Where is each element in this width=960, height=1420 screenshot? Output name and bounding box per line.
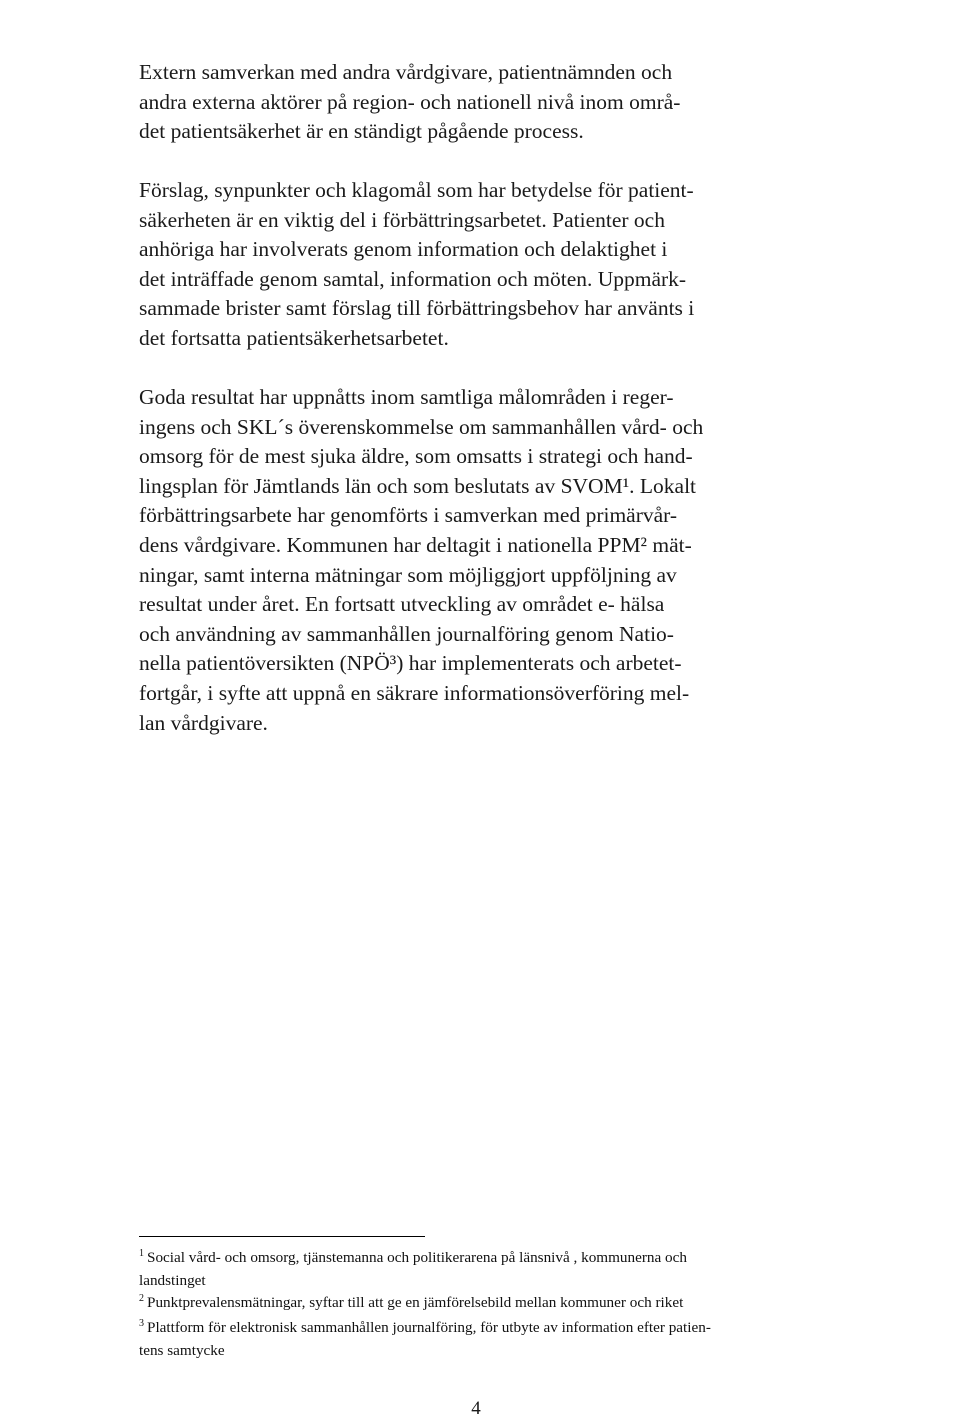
paragraph-complaints xyxy=(139,176,839,354)
paragraph-line: och användning av sammanhållen journalföring genom Natio- xyxy=(139,621,674,646)
paragraph-line: Extern samverkan med andra vårdgivare, patientnämnden och xyxy=(139,60,673,84)
paragraph-line: anhöriga har involverats genom information och delaktighet i xyxy=(139,237,668,262)
paragraph-line: fortgår, i syfte att uppnå en säkrare informationsöverföring mel- xyxy=(139,680,690,705)
footnote-number: 2 xyxy=(139,1292,144,1304)
paragraph-line: dens vårdgivare. Kommunen har deltagit i nationella PPM² mät- xyxy=(139,532,692,557)
paragraph-line: nella patientöversikten (NPÖ³) har implementerats och arbetet- xyxy=(139,651,682,676)
paragraph-line: säkerheten är en viktig del i förbättringsarbetet. Patienter och xyxy=(139,207,665,232)
paragraph-line: andra externa aktörer på region- och nationell nivå inom områ- xyxy=(139,89,681,114)
footnote-line xyxy=(139,1292,839,1315)
paragraph-line: sammade brister samt förslag till förbättringsbehov har använts i xyxy=(139,296,695,321)
paragraph-line: lingsplan för Jämtlands län och som beslutats av SVOM¹. Lokalt xyxy=(139,473,697,498)
paragraph-line: lan vårdgivare. xyxy=(139,710,268,735)
footnote-text: Plattform för elektronisk sammanhållen journalföring, för utbyte av information efter patien- xyxy=(147,1318,711,1336)
paragraph-line: Goda resultat har uppnåtts inom samtliga målområden i reger- xyxy=(139,385,674,409)
paragraph-line: ningar, samt interna mätningar som möjliggjort uppföljning av xyxy=(139,562,677,587)
footnote-text: Punktprevalensmätningar, syftar till att ge en jämförelsebild mellan kommuner och riket xyxy=(147,1293,684,1311)
footnote-line: tens samtycke xyxy=(139,1342,225,1360)
footnotes xyxy=(139,1247,839,1361)
footnote-line xyxy=(139,1247,839,1270)
footnote-separator xyxy=(139,1236,425,1237)
page-number-text: 4 xyxy=(471,1398,481,1419)
paragraph-line: ingens och SKL´s överenskommelse om sammanhållen vård- och xyxy=(139,414,704,439)
footnote-number: 3 xyxy=(139,1317,144,1329)
paragraph-line: omsorg för de mest sjuka äldre, som omsatts i strategi och hand- xyxy=(139,444,693,469)
footnote-1 xyxy=(139,1247,839,1292)
paragraph-line: Förslag, synpunkter och klagomål som har betydelse för patient- xyxy=(139,178,694,202)
paragraph-line: det patientsäkerhet är en ständigt pågående process. xyxy=(139,119,584,144)
paragraph-line: förbättringsarbete har genomförts i samverkan med primärvår- xyxy=(139,503,678,528)
paragraph-external-collaboration xyxy=(139,58,839,147)
paragraph-line: det inträffade genom samtal, information och möten. Uppmärk- xyxy=(139,266,687,291)
footnote-line xyxy=(139,1317,839,1340)
footnote-2 xyxy=(139,1292,839,1315)
page-number xyxy=(0,1398,960,1420)
paragraph-results xyxy=(139,383,839,738)
paragraph-line: det fortsatta patientsäkerhetsarbetet. xyxy=(139,325,449,350)
footnote-3 xyxy=(139,1317,839,1362)
footnote-text: Social vård- och omsorg, tjänstemanna och politikerarena på länsnivå , kommunerna och xyxy=(147,1249,687,1266)
paragraph-line: resultat under året. En fortsatt utveckling av området e- hälsa xyxy=(139,592,665,617)
footnote-number: 1 xyxy=(139,1248,144,1259)
footnote-line: landstinget xyxy=(139,1272,206,1290)
